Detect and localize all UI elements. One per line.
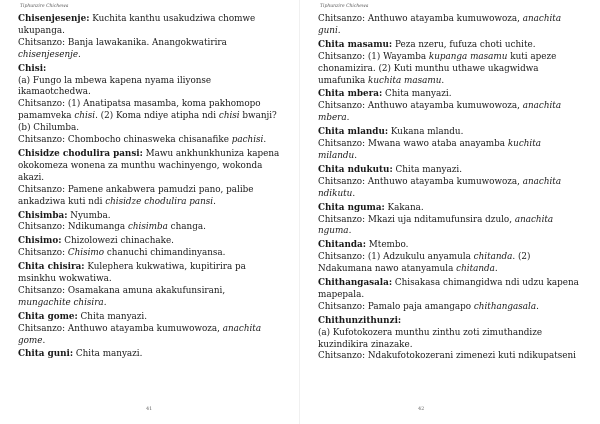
entry-text: ankadziwa kuti ndi [18, 196, 106, 207]
entry-line [318, 40, 586, 52]
dictionary-entry [18, 349, 286, 361]
entry-text: umafunika [318, 75, 369, 86]
entry-text: . [337, 25, 341, 36]
entry-text: Chitsanzo: Pamene ankabwera pamudzi pano, palibe [18, 184, 254, 195]
entry-line [318, 316, 586, 328]
italic-term: ndikutu [318, 188, 353, 199]
running-head-left: Tiphunzire Chichewa [20, 4, 69, 9]
entry-line [18, 248, 286, 260]
entry-text: . (2) [512, 252, 531, 263]
entry-text: Chitsanzo: Anthuwo atayamba kumuwowoza, [318, 176, 523, 187]
italic-term: mbera [318, 113, 347, 124]
entry-line [318, 14, 586, 26]
entry-text: Chisakasa chimangidwa ndi udzu kapena [392, 278, 579, 289]
dictionary-entry [318, 127, 586, 163]
dictionary-entry [18, 312, 286, 348]
headword: Chitanda: [318, 240, 366, 251]
italic-term: chisimba [127, 222, 168, 233]
dictionary-entry [318, 240, 586, 276]
entry-text: chanuchi chimandinyansa. [104, 248, 226, 259]
entry-text: Chitsanzo: [18, 248, 68, 259]
italic-term: anachita [522, 14, 562, 24]
entry-text: . [536, 301, 539, 312]
entry-line [318, 240, 586, 252]
entry-line [18, 185, 286, 197]
entry-line [18, 312, 286, 324]
entry-line [318, 113, 586, 125]
entry-line [318, 226, 586, 238]
entry-line [18, 161, 286, 173]
dictionary-entry [18, 236, 286, 260]
entry-line [18, 286, 286, 298]
entry-text: Chitsanzo: Anthuwo atayamba kumuwowoza, [318, 14, 523, 24]
running-head-right: Tiphunzire Chichewa [320, 4, 369, 9]
entry-line [18, 298, 286, 310]
entry-line [318, 328, 586, 340]
italic-term: pachisi [231, 135, 264, 146]
entry-text: ikamaotchedwa. [18, 87, 91, 98]
entry-line [318, 351, 586, 363]
entry-text: pamamveka [18, 111, 75, 122]
entry-line [318, 52, 586, 64]
headword: Chita mlandu: [318, 127, 389, 138]
entry-text: . [346, 113, 350, 124]
entry-text: Chitsanzo: Mkazi uja nditamufunsira dzulo, [318, 214, 515, 225]
italic-term: anachita [514, 214, 554, 225]
headword: Chita nguma: [318, 202, 385, 213]
headword: Chisi: [18, 63, 47, 74]
entry-text: Kukana mlandu. [388, 127, 464, 138]
headword: Chisenjesenje: [18, 14, 90, 24]
right-content [318, 14, 586, 365]
italic-term: guni [318, 25, 338, 36]
entry-text: ukupanga. [18, 25, 65, 36]
headword: Chita gome: [18, 311, 78, 322]
entry-line [18, 336, 286, 348]
dictionary-entry [318, 316, 586, 364]
italic-term: chisidze chodulira pansi [105, 196, 214, 207]
entry-line [318, 151, 586, 163]
dictionary-entry [318, 40, 586, 88]
headword: Chisimba: [18, 210, 68, 221]
dictionary-entry [318, 14, 586, 38]
dictionary-entry [318, 278, 586, 314]
entry-text: Chitsanzo: Anthuwo atayamba kumuwowoza, [318, 101, 523, 112]
entry-text: Chitsanzo: Banja lawakanika. Anangokwatirira [18, 37, 227, 48]
entry-text: Chizolowezi chinachake. [61, 236, 174, 247]
entry-text: Mtembo. [366, 240, 409, 251]
entry-text: (a) Kufotokozera munthu zinthu zoti zimuthandize [318, 327, 543, 338]
entry-text: akazi. [18, 172, 45, 183]
entry-text: Chitsanzo: Anthuwo atayamba kumuwowoza, [18, 323, 223, 334]
italic-term: chisenjesenje [18, 49, 79, 60]
italic-term: kuchita masamu [368, 75, 442, 86]
headword: Chita guni: [18, 349, 74, 360]
dictionary-entry [318, 203, 586, 239]
entry-text: Chitsanzo: Chombocho chinasweka chisanafike [18, 135, 232, 146]
entry-text: Chitsanzo: (1) Anatipatsa masamba, koma pakhomopo [18, 99, 261, 110]
entry-text: (b) Chilumba. [18, 123, 79, 134]
italic-term: kupanga masamu [428, 51, 508, 62]
entry-line [318, 189, 586, 201]
page-number-right: 42 [418, 406, 425, 412]
entry-line [18, 64, 286, 76]
italic-term: nguma [318, 226, 349, 237]
italic-term: milandu [318, 150, 355, 161]
italic-term: chisi [74, 111, 96, 122]
entry-line [18, 87, 286, 99]
entry-text: changa. [167, 222, 206, 233]
entry-line [318, 177, 586, 189]
entry-line [18, 274, 286, 286]
italic-term: chitanda [456, 264, 495, 275]
entry-text: Nyumba. [67, 210, 111, 221]
entry-line [18, 197, 286, 209]
entry-line [318, 165, 586, 177]
entry-line [318, 264, 586, 276]
left-content [18, 14, 286, 363]
italic-term: kuchita [507, 139, 542, 150]
entry-line [318, 76, 586, 88]
dictionary-entry [318, 89, 586, 125]
entry-text: Chitsanzo: Ndikumanga [18, 222, 128, 233]
entry-line [18, 135, 286, 147]
entry-line [18, 26, 286, 38]
italic-term: anachita [522, 101, 562, 112]
headword: Chita mbera: [318, 89, 383, 100]
entry-text: bwanji? [239, 111, 277, 122]
entry-text: kuti apeze [507, 51, 557, 62]
entry-text: . [352, 188, 356, 199]
entry-text: Kakana. [384, 202, 424, 213]
italic-term: gome [18, 335, 43, 346]
italic-term: Chisimo [67, 248, 105, 259]
entry-text: . [42, 335, 46, 346]
entry-line [318, 64, 586, 76]
entry-text: Chita manyazi. [382, 89, 452, 100]
dictionary-entry [18, 14, 286, 62]
entry-line [18, 76, 286, 88]
entry-text: Chitsanzo: Mwana wawo ataba anayamba [318, 139, 508, 150]
entry-text: okokomeza wonena za munthu wachinyengo, wokonda [18, 160, 263, 171]
entry-text: Peza nzeru, fufuza choti uchite. [392, 39, 536, 50]
entry-text: Ndakumana nawo atanyamula [318, 264, 457, 275]
entry-line [18, 123, 286, 135]
entry-text: mapepala. [318, 289, 365, 300]
headword: Chita chisira: [18, 262, 85, 273]
entry-line [18, 211, 286, 223]
entry-line [18, 324, 286, 336]
italic-term: anachita [522, 176, 562, 187]
entry-text: Chitsanzo: Pamalo paja amangapo [318, 301, 474, 312]
entry-line [18, 222, 286, 234]
entry-text: . [441, 75, 445, 86]
entry-line [318, 252, 586, 264]
entry-line [318, 139, 586, 151]
dictionary-entry [18, 262, 286, 310]
entry-text: . [348, 226, 352, 237]
entry-text: . [78, 49, 81, 60]
italic-term: chitanda [473, 252, 513, 263]
entry-line [318, 290, 586, 302]
entry-line [318, 26, 586, 38]
entry-text: Chita manyazi. [392, 164, 463, 175]
entry-line [318, 215, 586, 227]
entry-line [18, 349, 286, 361]
entry-text: Chitsanzo: (1) Adzukulu anyamula [318, 252, 474, 263]
entry-line [18, 149, 286, 161]
entry-text: . [263, 135, 267, 146]
entry-line [18, 99, 286, 111]
entry-line [318, 278, 586, 290]
dictionary-entry [18, 149, 286, 209]
entry-line [18, 50, 286, 62]
entry-text: . [494, 264, 498, 275]
headword: Chita masamu: [318, 39, 393, 50]
entry-text: Chita manyazi. [73, 349, 143, 360]
headword: Chita ndukutu: [318, 164, 393, 175]
entry-line [18, 111, 286, 123]
entry-text: Mawu ankhunkhuniza kapena [142, 148, 280, 159]
headword: Chisidze chodulira pansi: [18, 148, 143, 159]
entry-line [318, 127, 586, 139]
entry-text: Chitsanzo: (1) Wayamba [318, 51, 429, 62]
entry-text: . [213, 196, 216, 207]
dictionary-entry [18, 64, 286, 147]
dictionary-entry [18, 211, 286, 235]
entry-text: Chitsanzo: Ndakufotokozerani zimenezi kuti ndikupatseni [318, 351, 576, 362]
entry-line [18, 236, 286, 248]
headword: Chithangasala: [318, 278, 393, 289]
entry-text: Chitsanzo: Osamakana amuna akakufunsirani, [18, 285, 226, 296]
entry-line [318, 89, 586, 101]
entry-text: chonamizira. (2) Kuti munthu uthawe ukagwidwa [318, 63, 539, 74]
headword: Chithunzithunzi: [318, 315, 402, 326]
italic-term: chithangasala [473, 301, 537, 312]
right-page [300, 0, 600, 424]
entry-line [318, 340, 586, 352]
page-number-left: 41 [146, 406, 153, 412]
entry-text: Kulephera kukwatiwa, kupitirira pa [84, 262, 246, 273]
dictionary-entry [318, 165, 586, 201]
entry-text: . [103, 297, 107, 308]
italic-term: mungachite chisira [18, 297, 104, 308]
italic-term: chisi [218, 111, 240, 122]
entry-text: Kuchita kanthu usakudziwa chomwe [89, 14, 256, 24]
entry-text: (a) Fungo la mbewa kapena nyama iliyonse [18, 75, 212, 86]
headword: Chisimo: [18, 236, 62, 247]
entry-line [18, 14, 286, 26]
entry-text: . (2) Koma ndiye atipha ndi [95, 111, 219, 122]
entry-line [18, 173, 286, 185]
entry-line [318, 302, 586, 314]
entry-text: . [354, 150, 357, 161]
entry-line [318, 101, 586, 113]
entry-line [18, 262, 286, 274]
entry-text: Chita manyazi. [77, 311, 148, 322]
entry-text: kuzindikira zinazake. [318, 339, 413, 350]
entry-text: msinkhu wokwatiwa. [18, 274, 112, 285]
entry-line [18, 38, 286, 50]
italic-term: anachita [222, 323, 262, 334]
entry-line [318, 203, 586, 215]
